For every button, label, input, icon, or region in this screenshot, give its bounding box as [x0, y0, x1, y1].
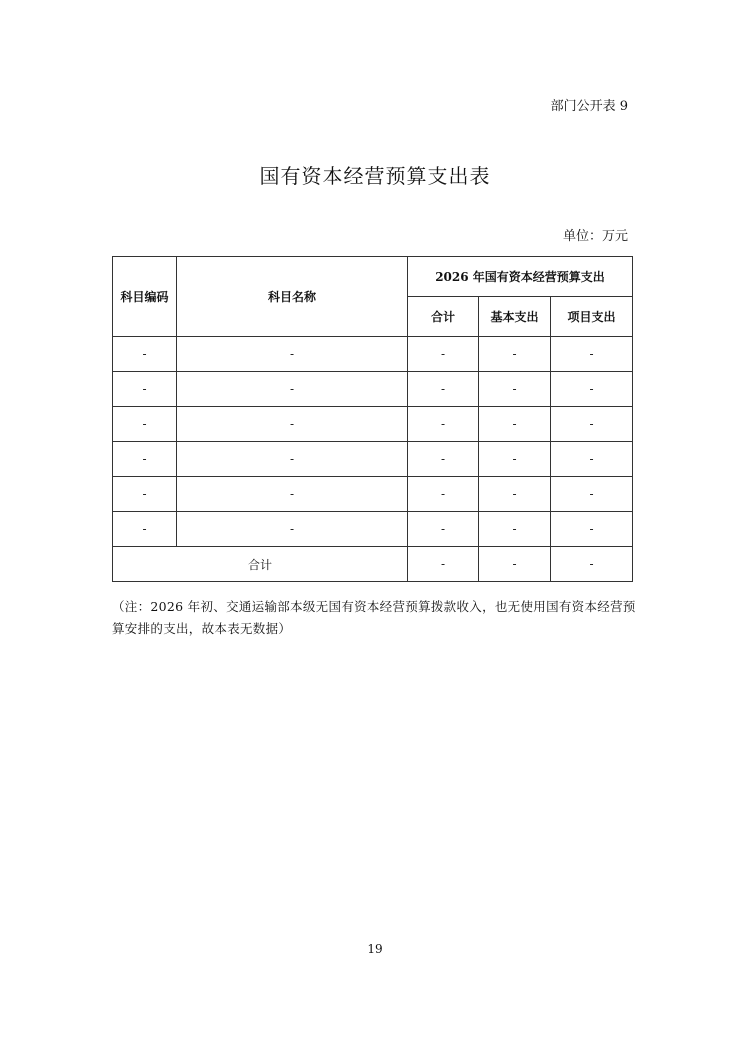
- total-label: 合计: [113, 547, 408, 582]
- table-cell: -: [479, 372, 551, 407]
- page-label: 部门公开表 9: [550, 99, 628, 114]
- table-cell: -: [113, 337, 177, 372]
- table-cell: -: [408, 372, 479, 407]
- table-cell: -: [113, 407, 177, 442]
- header-budget-group: 2026 年国有资本经营预算支出: [408, 257, 633, 297]
- table-row: [113, 337, 633, 372]
- table-cell: -: [113, 442, 177, 477]
- total-cell: -: [408, 547, 479, 582]
- table-cell: -: [113, 477, 177, 512]
- table-row: [113, 372, 633, 407]
- table-cell: -: [551, 407, 633, 442]
- total-cell: -: [551, 547, 633, 582]
- table-row: [113, 407, 633, 442]
- table-cell: -: [177, 372, 408, 407]
- header-basic-expense: 基本支出: [479, 297, 551, 337]
- table-cell: -: [479, 512, 551, 547]
- page-number: 19: [367, 942, 383, 956]
- header-subject-code: 科目编码: [113, 257, 177, 337]
- table-cell: -: [177, 442, 408, 477]
- table-cell: -: [113, 512, 177, 547]
- table-cell: -: [113, 372, 177, 407]
- table-cell: -: [177, 512, 408, 547]
- header-total: 合计: [408, 297, 479, 337]
- table-cell: -: [177, 407, 408, 442]
- table-cell: -: [408, 512, 479, 547]
- table-cell: -: [408, 337, 479, 372]
- table-header-row: [113, 257, 633, 297]
- table-total-row: [113, 547, 633, 582]
- table-cell: -: [408, 407, 479, 442]
- table-cell: -: [479, 442, 551, 477]
- table-cell: -: [408, 477, 479, 512]
- table-cell: -: [551, 372, 633, 407]
- table-row: [113, 442, 633, 477]
- table-cell: -: [551, 512, 633, 547]
- unit-label: 单位：万元: [562, 229, 628, 244]
- budget-table: [112, 256, 633, 582]
- table-cell: -: [551, 477, 633, 512]
- table-cell: -: [479, 337, 551, 372]
- table-cell: -: [551, 337, 633, 372]
- table-cell: -: [479, 477, 551, 512]
- header-subject-name: 科目名称: [177, 257, 408, 337]
- table-cell: -: [177, 337, 408, 372]
- table-note: （注：2026 年初、交通运输部本级无国有资本经营预算拨款收入，也无使用国有资本经营预算安排的支出，故本表无数据）: [112, 599, 636, 636]
- table-cell: -: [479, 407, 551, 442]
- table-cell: -: [408, 442, 479, 477]
- page-title: 国有资本经营预算支出表: [259, 164, 491, 188]
- table-cell: -: [551, 442, 633, 477]
- table-row: [113, 477, 633, 512]
- total-cell: -: [479, 547, 551, 582]
- header-project-expense: 项目支出: [551, 297, 633, 337]
- table-row: [113, 512, 633, 547]
- table-cell: -: [177, 477, 408, 512]
